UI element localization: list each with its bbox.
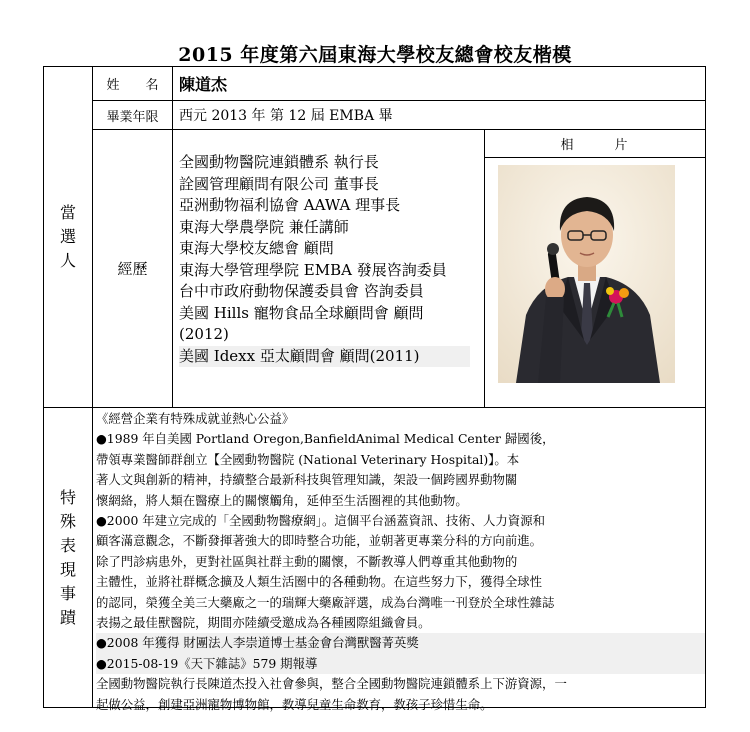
deeds-line: 主體性，並將社群概念擴及人類生活圈中的各種動物。在這些努力下，獲得全球性 — [96, 574, 543, 590]
experience-item: 美國 Hills 寵物食品全球顧問會 顧問 — [179, 303, 424, 322]
name-label: 姓 名 — [106, 78, 159, 93]
deeds-line: 顧客滿意觀念，不斷發揮著強大的即時整合功能，並朝著更專業分科的方向前進。 — [96, 533, 543, 549]
grad-label: 畢業年限 — [106, 109, 159, 125]
name-value: 陳道杰 — [179, 75, 228, 94]
deeds-line: 著人文與創新的精神，持續整合最新科技與管理知識，架設一個跨國界動物關 — [96, 472, 518, 488]
experience-item: 詮國管理顧問有限公司 董事長 — [179, 174, 379, 193]
experience-item: 全國動物醫院連鎖體系 執行長 — [179, 153, 379, 171]
experience-item: 東海大學農學院 兼任講師 — [179, 217, 349, 236]
deeds-line: 表揚之最佳獸醫院，期間亦陸續受邀成為各種國際組織會員。 — [96, 615, 431, 631]
grad-value: 西元 2013 年 第 12 屆 EMBA 畢 — [179, 108, 393, 124]
deeds-line: 的認同，榮獲全美三大藥廠之一的瑞輝大藥廠評選，成為台灣唯一刊登於全球性雜誌 — [96, 594, 555, 610]
deeds-line: 全國動物醫院執行長陳道杰投入社會參與，整合全國動物醫院連鎖體系上下游資源，一 — [96, 676, 567, 692]
experience-item: 東海大學校友總會 顧問 — [179, 239, 334, 257]
page-title: 2015 年度第六屆東海大學校友總會校友楷模 — [178, 44, 572, 66]
portrait-photo — [498, 165, 675, 383]
experience-list — [173, 130, 484, 407]
deeds-text — [93, 408, 705, 712]
photo-label: 相 片 — [560, 138, 630, 153]
experience-item: 東海大學管理學院 EMBA 發展咨詢委員 — [179, 260, 447, 279]
deeds-line: ●1989 年自美國 Portland Oregon,BanfieldAnimal Medical Center 歸國後， — [96, 431, 555, 447]
deeds-line: 《經營企業有特殊成就並熱心公益》 — [96, 411, 295, 426]
deeds-line: ●2000 年建立完成的「全國動物醫療網」。這個平台涵蓋資訊、技術、人力資源和 — [96, 513, 545, 529]
deeds-line: ●2008 年獲得 財團法人李崇道博士基金會台灣獸醫菁英獎 — [96, 633, 705, 653]
experience-label: 經歷 — [117, 260, 148, 278]
deeds-line: ●2015-08-19《天下雜誌》579 期報導 — [96, 654, 705, 674]
deeds-line: 起做公益，創建亞洲寵物博物館，教導兒童生命教育，教孩子珍惜生命。 — [96, 696, 493, 712]
section-candidate-label: 當 選 人 — [59, 203, 76, 270]
deeds-line: 除了門診病患外，更對社區與社群主動的關懷，不斷教導人們尊重其他動物的 — [96, 553, 518, 569]
candidate-table — [43, 66, 706, 712]
deeds-line: 帶領專業醫師群創立【全國動物醫院 (National Veterinary Hospital)】。本 — [96, 451, 520, 467]
deeds-line: 懷網絡，將人類在醫療上的關懷觸角，延伸至生活圈裡的其他動物。 — [96, 492, 468, 508]
experience-item: 亞洲動物福利協會 AAWA 理事長 — [179, 196, 401, 214]
section-deeds-label: 特 殊 表 現 事 蹟 — [59, 487, 76, 627]
experience-item: (2012) — [179, 325, 229, 343]
experience-item: 美國 Idexx 亞太顧問會 顧問(2011) — [179, 346, 470, 368]
experience-item: 台中市政府動物保護委員會 咨詢委員 — [179, 282, 424, 300]
